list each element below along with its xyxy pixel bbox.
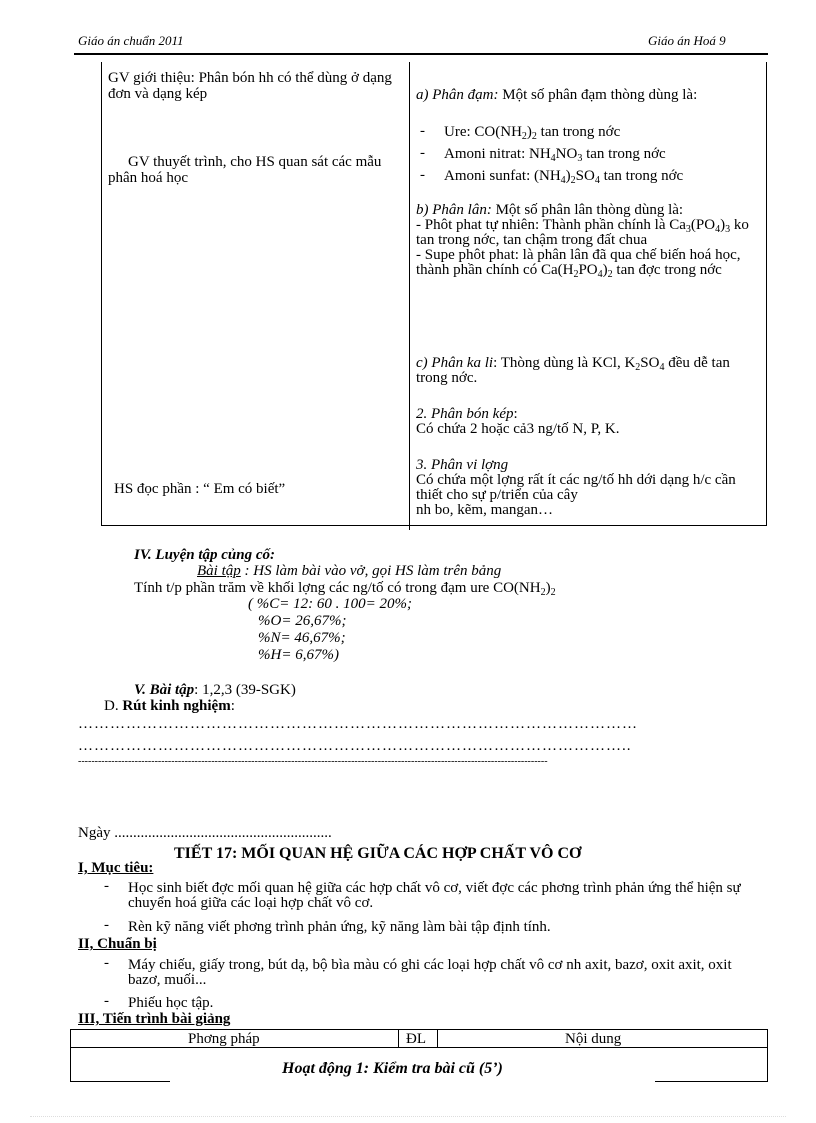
left-col-reading: HS đọc phần : “ Em có biết”: [114, 481, 286, 497]
table-top-mid-border: [409, 62, 410, 530]
phan-dam-title: a) Phân đạm:: [416, 87, 499, 103]
phan-bon-kep-title: 2. Phân bón kép: [416, 406, 514, 422]
section4-task: Bài tập : HS làm bài vào vở, gọi HS làm trên bảng: [197, 563, 502, 579]
lesson-title: TIẾT 17: MỐI QUAN HỆ GIỮA CÁC HỢP CHẤT VÔ CƠ: [174, 845, 582, 862]
ure-item: Ure: $CO(NH_2)_2$ tan trong nớc: [444, 124, 621, 142]
sectionD: D. Rút kinh nghiệm:: [104, 698, 235, 714]
col-header-content: Nội dung: [565, 1031, 622, 1047]
phan-vi-luong-title: 3. Phân vi lợng: [416, 457, 509, 473]
bottom-table-right: [767, 1029, 768, 1082]
preparation-2: Phiếu học tập.: [128, 995, 214, 1011]
header-right: Giáo án Hoá 9: [648, 33, 726, 48]
bullet-dash: -: [104, 955, 109, 971]
phan-kali-block: c) Phân ka li: Thòng dùng là KCl, $K_2SO_4$ đều dễ tan trong nớc.: [416, 355, 730, 386]
bottom-table-foot-right: [655, 1081, 768, 1082]
table-top-right-border: [766, 62, 767, 526]
phan-kali-title: c) Phân ka li: [416, 355, 494, 371]
answer-c: ( %C= 12: 60 . 100= 20%;: [248, 596, 412, 612]
bottom-table-col2: [437, 1029, 438, 1048]
bottom-table-foot-left: [70, 1081, 170, 1082]
bottom-table-col1: [398, 1029, 399, 1048]
dotted-line-1: ……………………………………………………………………………………………: [78, 717, 638, 732]
phan-dam-block: [416, 88, 761, 103]
dotted-line-2: …………………………………………………………………………………………..: [78, 739, 632, 754]
section4-question: Tính t/p phần trăm về khối lợng các ng/tố có trong đạm ure $CO(NH_2)_2$: [134, 580, 556, 598]
bottom-table-top: [70, 1029, 768, 1030]
date-line: Ngày ..........................................................: [78, 825, 332, 841]
page-bottom-dots: [30, 1116, 786, 1117]
bullet-dash: -: [104, 878, 109, 894]
bullet-dash: -: [104, 917, 109, 933]
bullet-dash: -: [420, 123, 425, 139]
preparation-1: Máy chiếu, giấy trong, bút dạ, bộ bìa màu có ghi các loại hợp chất vô cơ nh axit, bazơ, oxit axit, oxit bazơ, muối...: [128, 957, 732, 988]
table-top-bottom-border: [101, 525, 767, 526]
bullet-dash: -: [104, 993, 109, 1009]
left-col-demo: GV thuyết trình, cho HS quan sát các mẫu phân hoá học: [108, 154, 382, 186]
header-left: Giáo án chuẩn 2011: [78, 33, 184, 48]
header-rule: [74, 53, 768, 55]
answer-o: %O= 26,67%;: [258, 613, 347, 629]
phan-vi-luong-block: 3. Phân vi lợng Có chứa một lợng rất ít các ng/tố hh dới dạng h/c cần thiết cho sự p/triển của cây nh bo, kẽm, mangan…: [416, 457, 736, 518]
phan-lan-block: b) Phân lân: Một số phân lân thòng dùng là: - Phôt phat tự nhiên: Thành phần chính là $Ca_3(PO_4)_3$ ko tan trong nớc, tan chậm trong đất chua - Supe phôt phat: là phân lân đã qua chế biến hoá học, thành phần chính có $Ca(H_2PO_4)_2$ tan đợc trong nớc: [416, 202, 749, 280]
table-top-left-border: [101, 62, 102, 526]
col-header-dl: ĐL: [406, 1031, 426, 1047]
preparation-heading: II, Chuẩn bị: [78, 936, 157, 952]
section5: V. Bài tập: 1,2,3 (39-SGK): [134, 682, 296, 698]
phan-dam-text: Một số phân đạm thòng dùng là:: [498, 87, 698, 103]
bottom-table-header-bottom: [70, 1047, 768, 1048]
answer-n: %N= 46,67%;: [258, 630, 346, 646]
bullet-dash: -: [420, 145, 425, 161]
objective-2: Rèn kỹ năng viết phơng trình phản ứng, kỹ năng làm bài tập định tính.: [128, 919, 551, 935]
procedure-heading: III, Tiến trình bài giảng: [78, 1011, 231, 1027]
bullet-dash: -: [420, 167, 425, 183]
left-col-intro: GV giới thiệu: Phân bón hh có thể dùng ở dạng đơn và dạng kép: [108, 70, 392, 102]
phan-bon-kep-block: 2. Phân bón kép: Có chứa 2 hoặc cả3 ng/tố N, P, K.: [416, 406, 620, 437]
phan-lan-title: b) Phân lân:: [416, 202, 492, 218]
section4-title: IV. Luyện tập củng cố:: [134, 547, 275, 563]
amoni-nitrat-item: Amoni nitrat: $NH_4NO_3$ tan trong nớc: [444, 146, 666, 164]
col-header-method: Phơng pháp: [188, 1031, 260, 1047]
bottom-table-left: [70, 1029, 71, 1082]
activity-1-title: Hoạt động 1: Kiểm tra bài cũ (5’): [282, 1060, 503, 1077]
amoni-sunfat-item: Amoni sunfat: $(NH_4)_2SO_4$ tan trong nớc: [444, 168, 684, 186]
objectives-heading: I, Mục tiêu:: [78, 860, 154, 876]
objective-1: Học sinh biết đợc mối quan hệ giữa các hợp chất vô cơ, viết đợc các phơng trình phản ứng thể hiện sự chuyển hoá giữa các loại hợp chất vô cơ.: [128, 880, 741, 911]
answer-h: %H= 6,67%): [258, 647, 339, 663]
dashed-separator: ---------------------------------------------------------------------------------------------------------------------------------------------: [78, 757, 548, 767]
